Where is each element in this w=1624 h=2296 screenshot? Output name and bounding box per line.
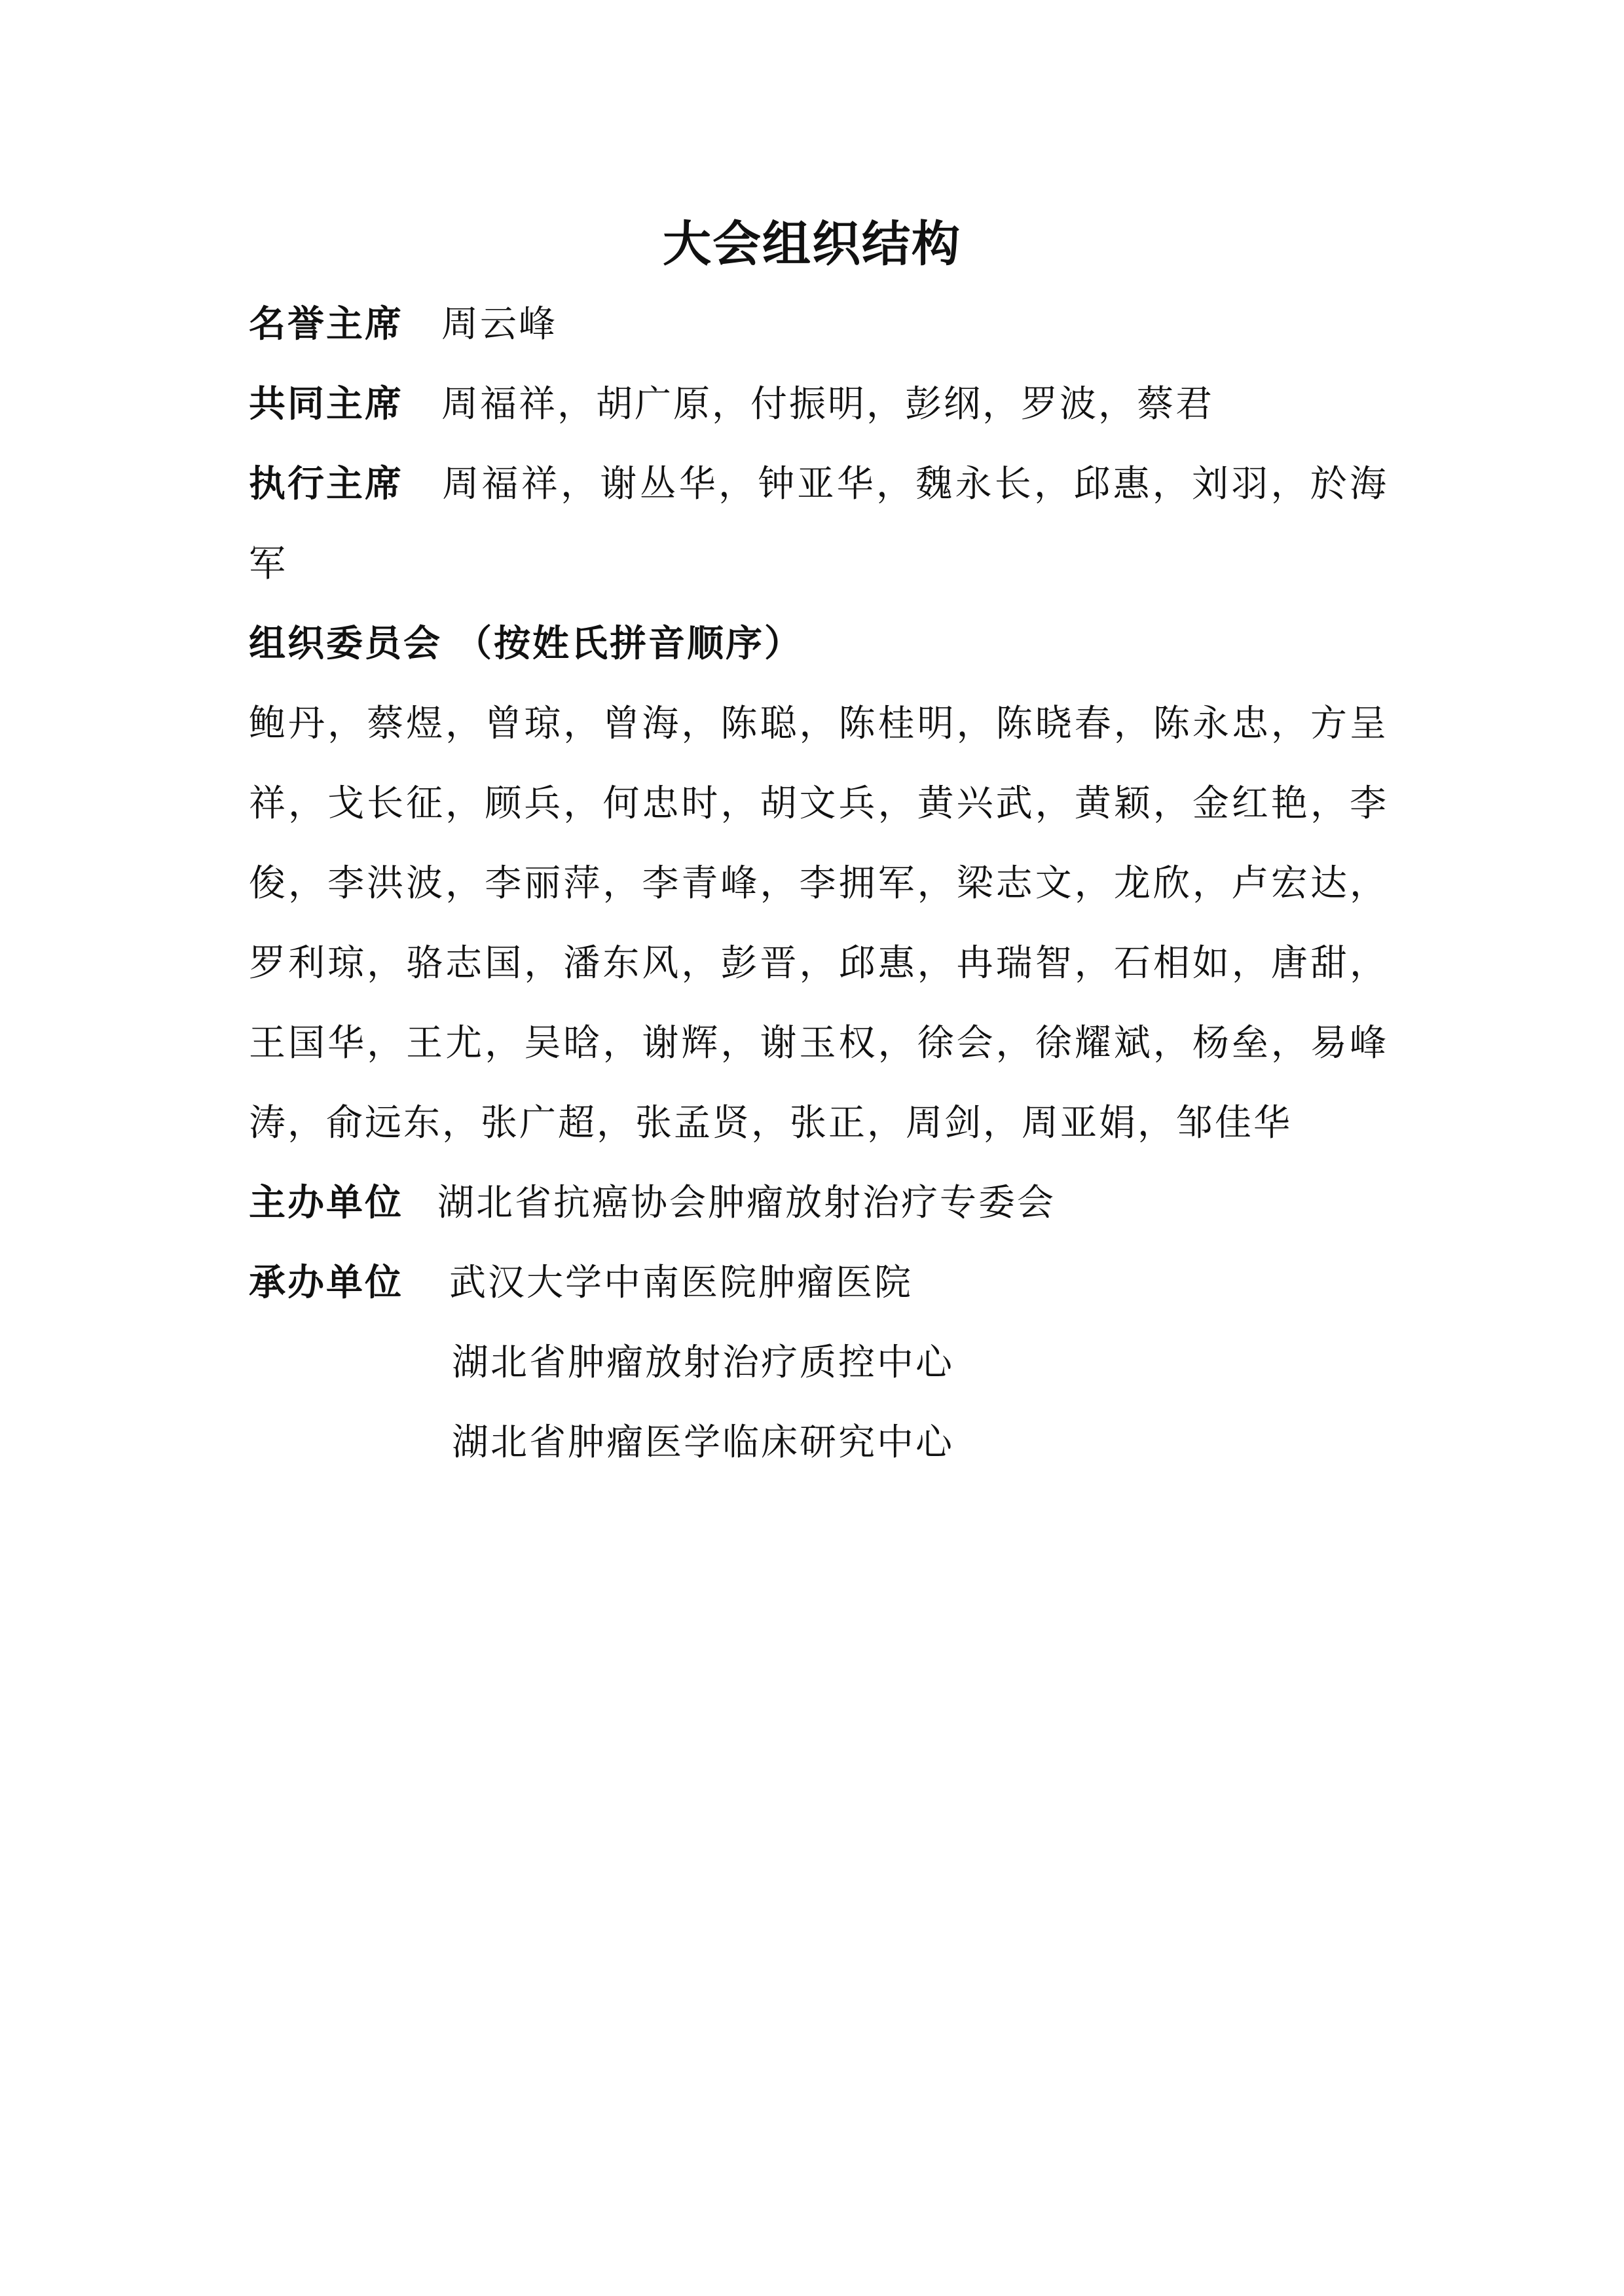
executive-chairs-label: 执行主席 bbox=[249, 463, 403, 505]
organizing-committee-heading bbox=[249, 604, 1388, 684]
page-title: 大会组织结构 bbox=[663, 216, 961, 272]
organizer-value-3: 湖北省肿瘤医学临床研究中心 bbox=[452, 1421, 954, 1464]
host-value: 湖北省抗癌协会肿瘤放射治疗专委会 bbox=[437, 1182, 1056, 1224]
organization-content bbox=[249, 285, 1388, 1483]
host-row bbox=[249, 1163, 1388, 1243]
co-chairs-value: 周福祥，胡广原，付振明，彭纲，罗波，蔡君 bbox=[441, 383, 1214, 426]
host-label: 主办单位 bbox=[249, 1182, 403, 1224]
organizer-value-2-row bbox=[249, 1323, 1388, 1403]
organizing-committee-note: （按姓氏拼音顺序） bbox=[455, 623, 803, 665]
co-chairs-label: 共同主席 bbox=[249, 383, 403, 426]
honorary-chair-value: 周云峰 bbox=[441, 303, 557, 346]
executive-chairs-value: 周福祥，谢丛华，钟亚华，魏永长，邱惠，刘羽，於海军 bbox=[249, 463, 1388, 585]
organizer-row bbox=[249, 1243, 1388, 1323]
organizing-committee-members: 鲍丹，蔡煜，曾琼，曾海，陈聪，陈桂明，陈晓春，陈永忠，方呈祥，戈长征，顾兵，何忠时，胡文兵，黄兴武，黄颖，金红艳，李俊，李洪波，李丽萍，李青峰，李拥军，梁志文，龙欣，卢宏达，罗利琼，骆志国，潘东风，彭晋，邱惠，冉瑞智，石相如，唐甜，王国华，王尤，吴晗，谢辉，谢玉权，徐会，徐耀斌，杨垒，易峰涛，俞远东，张广超，张孟贤，张正，周剑，周亚娟，邹佳华 bbox=[249, 702, 1388, 1144]
organizing-committee-label: 组织委员会 bbox=[249, 623, 442, 665]
honorary-chair-label: 名誉主席 bbox=[249, 303, 403, 346]
co-chairs-row bbox=[249, 365, 1388, 445]
organizer-value-3-row bbox=[249, 1403, 1388, 1483]
honorary-chair-row bbox=[249, 285, 1388, 365]
executive-chairs-row bbox=[249, 445, 1388, 604]
organizer-value-2: 湖北省肿瘤放射治疗质控中心 bbox=[452, 1341, 954, 1384]
organizer-value-1: 武汉大学中南医院肿瘤医院 bbox=[449, 1262, 913, 1304]
organizer-label: 承办单位 bbox=[249, 1262, 403, 1304]
